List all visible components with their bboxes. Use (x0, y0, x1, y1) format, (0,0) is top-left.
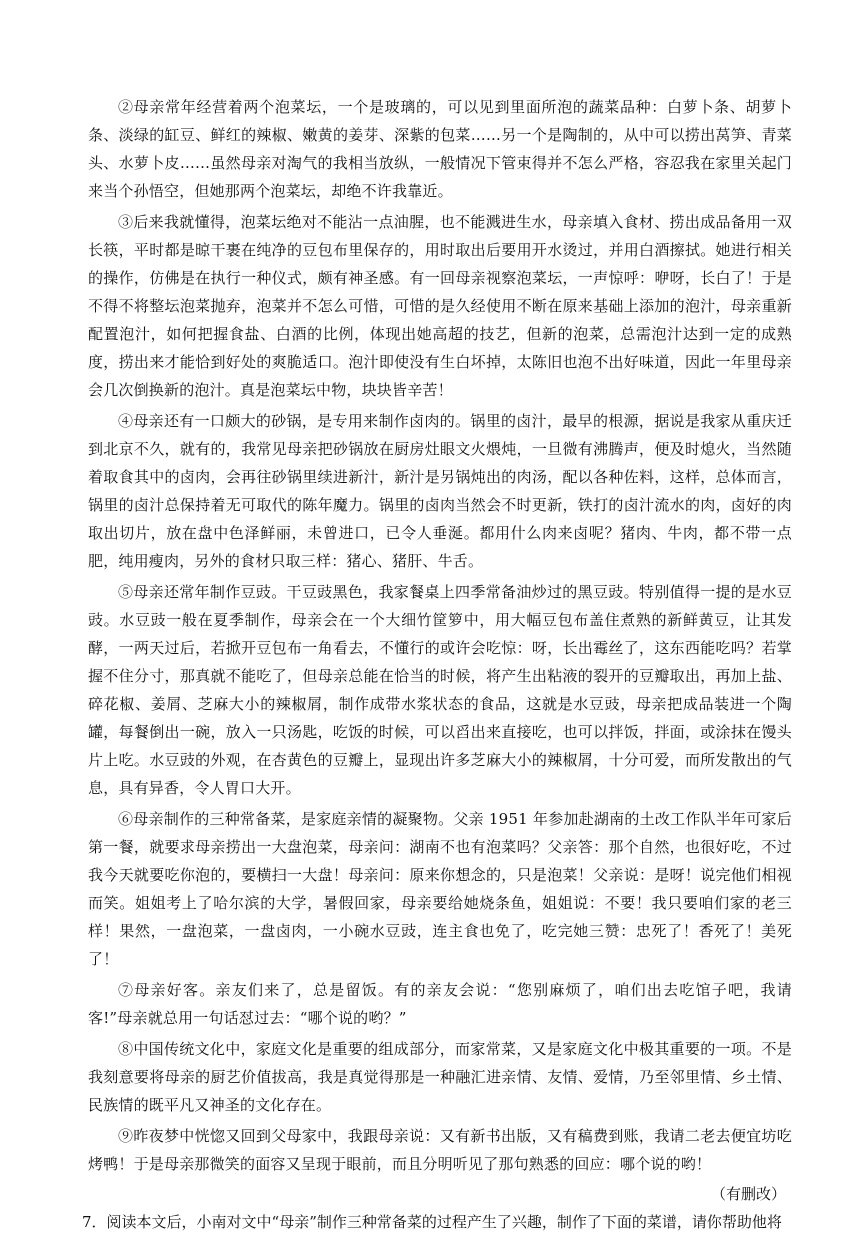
paragraph-5: ⑤母亲还常年制作豆豉。干豆豉黑色，我家餐桌上四季常备油炒过的黑豆豉。特别值得一提的是水豆豉。水豆豉一般在夏季制作，母亲会在一个大细竹筐箩中，用大幅豆包布盖住煮熟的新鲜黄豆，让其发酵，一两天过后，若掀开豆包布一角看去，不懂行的或许会吃惊：呀，长出霉丝了，这东西能吃吗？若掌握不住分寸，那真就不能吃了，但母亲总能在恰当的时候，将产生出粘液的裂开的豆瓣取出，再加上盐、碎花椒、姜屑、芝麻大小的辣椒屑，制作成带水浆状态的食品，这就是水豆豉，母亲把成品装进一个陶罐，每餐倒出一碗，放入一只汤匙，吃饭的时候，可以舀出来直接吃，也可以拌饭，拌面，或涂抹在馒头片上吃。水豆豉的外观，在杏黄色的豆瓣上，显现出许多芝麻大小的辣椒屑，十分可爱，而所发散出的气息，具有异香，令人胃口大开。 (88, 583, 792, 797)
paragraph-4: ④母亲还有一口颇大的砂锅，是专用来制作卤肉的。锅里的卤汁，最早的根源，据说是我家从重庆迁到北京不久，就有的，我常见母亲把砂锅放在厨房灶眼文火煨炖，一旦微有沸腾声，便及时熄火，当然随着取食其中的卤肉，会再往砂锅里续进新汁，新汁是另锅炖出的肉汤，配以各种佐料，这样，总体而言，锅里的卤汁总保持着无可取代的陈年魔力。锅里的卤肉当然会不时更新，铁打的卤汁流水的肉，卤好的肉取出切片，放在盘中色泽鲜丽，未曾进口，已令人垂涎。都用什么肉来卤呢？猪肉、牛肉，都不带一点肥，纯用瘦肉，另外的食材只取三样：猪心、猪肝、牛舌。 (88, 412, 792, 570)
question-7: 7．阅读本文后，小南对文中“母亲”制作三种常备菜的过程产生了兴趣，制作了下面的菜谱，请你帮助他将 (82, 1213, 782, 1231)
paragraph-8: ⑧中国传统文化中，家庭文化是重要的组成部分，而家常菜，又是家庭文化中极其重要的一项。不是我刻意要将母亲的厨艺价值拔高，我是真觉得那是一种融汇进亲情、友情、爱情，乃至邻里情、乡土情、民族情的既平凡又神圣的文化存在。 (88, 1040, 792, 1114)
paragraph-6: ⑥母亲制作的三种常备菜，是家庭亲情的凝聚物。父亲 1951 年参加赴湖南的土改工作队半年可家后第一餐，就要求母亲捞出一大盘泡菜，母亲问：湖南不也有泡菜吗？父亲答：那个自然，也很好吃，不过我今天就要吃你泡的，要横扫一大盘！母亲问：原来你想念的，只是泡菜！父亲说：是呀！说完他们相视而笑。姐姐考上了哈尔滨的大学，暑假回家，母亲要给她烧条鱼，姐姐说：不要！我只要咱们家的老三样！果然，一盘泡菜，一盘卤肉，一小碗水豆豉，连主食也免了，吃完她三赞：忠死了！香死了！美死了！ (88, 810, 792, 968)
paragraph-2: ②母亲常年经营着两个泡菜坛，一个是玻璃的，可以见到里面所泡的蔬菜品种：白萝卜条、胡萝卜条、淡绿的缸豆、鲜红的辣椒、嫩黄的姜芽、深紫的包菜……另一个是陶制的，从中可以捞出莴笋、青菜头、水萝卜皮……虽然母亲对淘气的我相当放纵，一般情况下管束得并不怎么严格，容忍我在家里关起门来当个孙悟空，但她那两个泡菜坛，却绝不许我靠近。 (88, 98, 792, 200)
source-note: （有删改） (710, 1185, 786, 1203)
paragraph-3: ③后来我就懂得，泡菜坛绝对不能沾一点油腥，也不能溅进生水，母亲填入食材、捞出成品备用一双长筷，平时都是晾干裹在纯净的豆包布里保存的，用时取出后要用开水烫过，并用白酒擦拭。她进行相关的操作，仿佛是在执行一种仪式，颇有神圣感。有一回母亲视察泡菜坛，一声惊呼：咿呀，长白了！于是不得不将整坛泡菜抛弃，泡菜并不怎么可惜，可惜的是久经使用不断在原来基础上添加的泡汁，母亲重新配置泡汁，如何把握食盐、白酒的比例，体现出她高超的技艺，但新的泡菜，总需泡汁达到一定的成熟度，捞出来才能恰到好处的爽脆适口。泡汁即使没有生白坏掉，太陈旧也泡不出好味道，因此一年里母亲会几次倒换新的泡汁。真是泡菜坛中物，块块皆辛苦！ (88, 213, 792, 399)
document-page (82, 93, 792, 1236)
paragraph-7: ⑦母亲好客。亲友们来了，总是留饭。有的亲友会说：“您别麻烦了，咱们出去吃馆子吧，我请客!”母亲就总用一句话怼过去：“哪个说的哟？” (88, 981, 792, 1027)
paragraph-9: ⑨昨夜梦中恍惚又回到父母家中，我跟母亲说：又有新书出版，又有稿费到账，我请二老去便宜坊吃烤鸭！于是母亲那微笑的面容又呈现于眼前，而且分明听见了那句熟悉的回应：哪个说的哟！ (88, 1127, 792, 1173)
